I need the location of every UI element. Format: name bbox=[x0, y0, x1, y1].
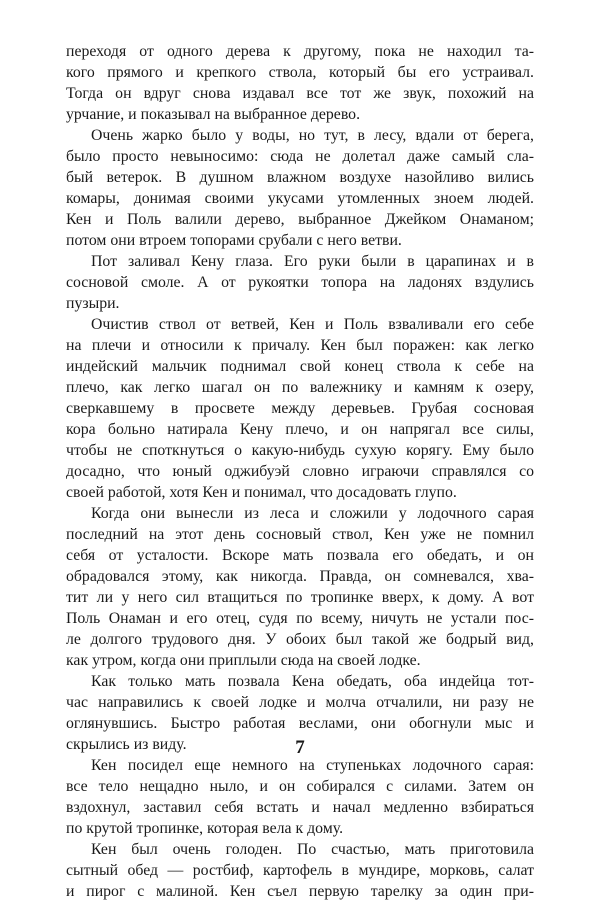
text-line: Кен был очень голоден. По счастью, мать приготовила bbox=[91, 841, 534, 858]
text-line: пузыри. bbox=[66, 295, 120, 312]
text-line: урчание, и показывал на выбранное дерево. bbox=[66, 106, 361, 123]
text-line: досадно, что юный оджибуэй словно играючи справлялся со bbox=[66, 463, 534, 480]
text-line: по крутой тропинке, которая вела к дому. bbox=[66, 820, 344, 837]
paragraph-3 bbox=[66, 251, 534, 314]
text-line: последний на этот день сосновый ствол, Кен уже не помнил bbox=[66, 526, 534, 543]
text-line: бый ветерок. В душном влажном воздухе назойливо вились bbox=[66, 169, 534, 186]
text-line: и пирог с малиной. Кен съел первую тарелку за один при- bbox=[66, 883, 534, 900]
text-line: было просто невыносимо: сюда не долетал даже самый сла- bbox=[66, 148, 534, 165]
paragraph-2 bbox=[66, 125, 534, 251]
text-line: чтобы не споткнуться о какую-нибудь сухую корягу. Ему было bbox=[66, 442, 534, 459]
page-number: 7 bbox=[295, 737, 305, 758]
text-line: Очистив ствол от ветвей, Кен и Поль взваливали его себе bbox=[91, 316, 534, 333]
text-line: как утром, когда они приплыли сюда на своей лодке. bbox=[66, 652, 421, 669]
text-line: комары, донимая своими укусами утомленных зноем людей. bbox=[66, 190, 534, 207]
paragraph-1 bbox=[66, 41, 534, 125]
paragraph-8 bbox=[66, 839, 534, 902]
text-line: вздохнул, заставил себя встать и начал медленно взбираться bbox=[66, 799, 534, 816]
text-line: индейский мальчик поднимал свой конец ствола к себе на bbox=[66, 358, 534, 375]
text-line: Пот заливал Кену глаза. Его руки были в царапинах и в bbox=[91, 253, 534, 270]
text-line: плечо, как легко шагал он по валежнику и камням к озеру, bbox=[66, 379, 534, 396]
text-line: Как только мать позвала Кена обедать, оба индейца тот- bbox=[91, 673, 534, 690]
paragraph-5 bbox=[66, 503, 534, 671]
text-line: обрадовался этому, как никогда. Правда, он сомневался, хва- bbox=[66, 568, 534, 585]
text-line: Поль Онаман и его отец, судя по всему, ничуть не устали пос- bbox=[66, 610, 534, 627]
text-line: скрылись из виду. bbox=[66, 736, 187, 753]
text-line: Когда они вынесли из леса и сложили у лодочного сарая bbox=[91, 505, 534, 522]
text-line: тит ли у него сил втащиться по тропинке вверх, к дому. А вот bbox=[66, 589, 534, 606]
text-line: ле долгого трудового дня. У обоих был такой же бодрый вид, bbox=[66, 631, 534, 648]
paragraph-4 bbox=[66, 314, 534, 503]
text-line: своей работой, хотя Кен и понимал, что досадовать глупо. bbox=[66, 484, 457, 501]
paragraph-7 bbox=[66, 755, 534, 839]
text-line: сосновой смоле. А от рукоятки топора на ладонях вздулись bbox=[66, 274, 534, 291]
text-line: оглянувшись. Быстро работая веслами, они обогнули мыс и bbox=[66, 715, 534, 732]
text-line: переходя от одного дерева к другому, пока не находил та- bbox=[66, 43, 534, 60]
text-line: Кен посидел еще немного на ступеньках лодочного сарая: bbox=[91, 757, 534, 774]
text-line: Кен и Поль валили дерево, выбранное Джейком Онаманом; bbox=[66, 211, 534, 228]
text-line: Очень жарко было у воды, но тут, в лесу, вдали от берега, bbox=[91, 127, 534, 144]
text-line: себя от усталости. Вскоре мать позвала его обедать, и он bbox=[66, 547, 534, 564]
page-body bbox=[66, 41, 534, 902]
text-line: кора больно натирала Кену плечо, и он напрягал все силы, bbox=[66, 421, 534, 438]
text-line: все тело нещадно ныло, и он собирался с силами. Затем он bbox=[66, 778, 534, 795]
text-line: на плечи и относили к причалу. Кен был поражен: как легко bbox=[66, 337, 534, 354]
text-line: час направились к своей лодке и молча отчалили, ни разу не bbox=[66, 694, 534, 711]
text-line: Тогда он вдруг снова издавал все тот же звук, похожий на bbox=[66, 85, 534, 102]
text-line: сверкавшему в просвете между деревьев. Грубая сосновая bbox=[66, 400, 534, 417]
text-line: сытный обед — ростбиф, картофель в мундире, морковь, салат bbox=[66, 862, 534, 879]
text-line: потом они втроем топорами срубали с него ветви. bbox=[66, 232, 402, 249]
text-line: кого прямого и крепкого ствола, который бы его устраивал. bbox=[66, 64, 534, 81]
